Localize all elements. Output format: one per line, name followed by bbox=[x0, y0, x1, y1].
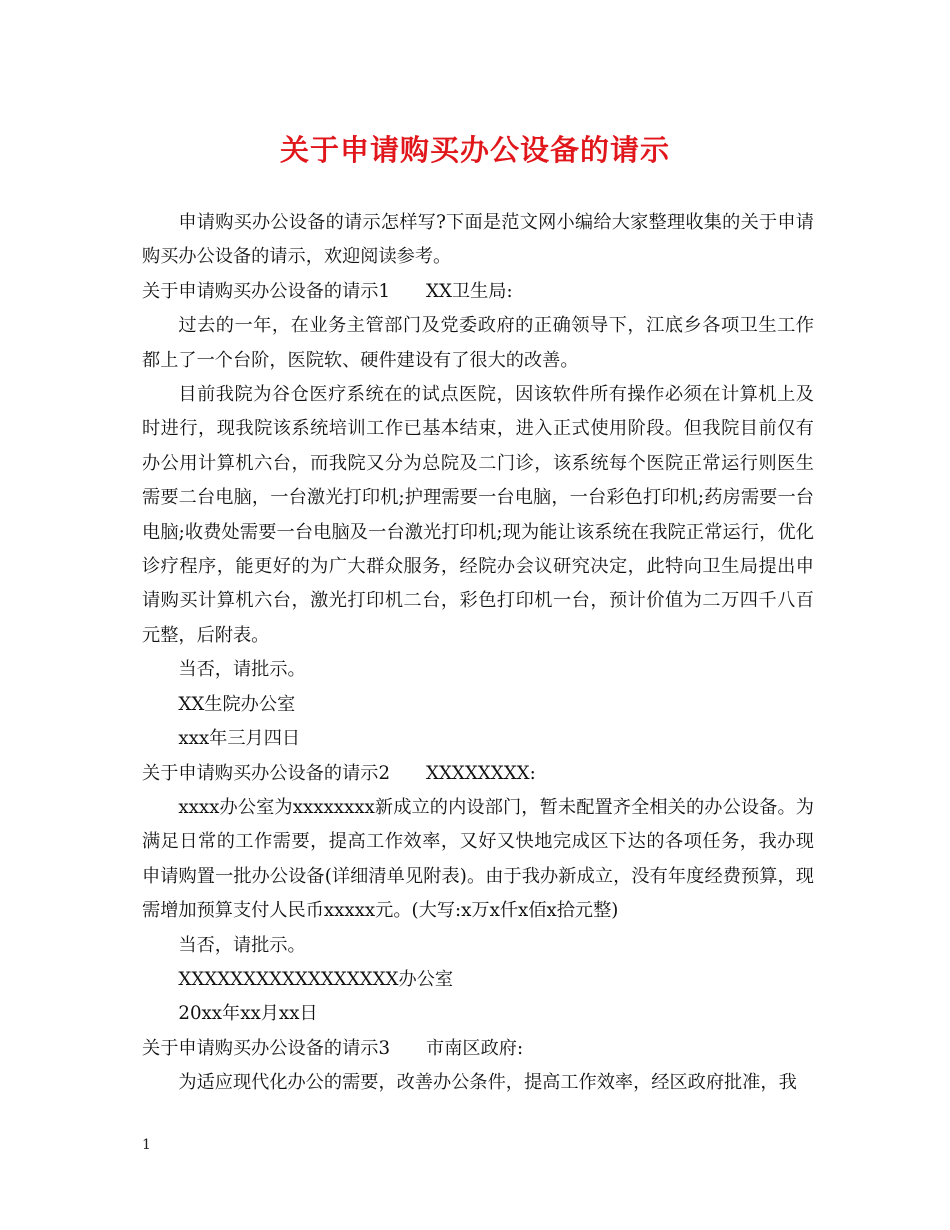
page-number: 1 bbox=[142, 1137, 151, 1153]
closing-line: 当否，请批示。 bbox=[178, 934, 306, 956]
paragraph: 为适应现代化办公的需要，改善办公条件，提高工作效率，经区政府批准，我 bbox=[178, 1072, 797, 1094]
section-heading-3 bbox=[142, 1032, 814, 1066]
section-label: 关于申请购买办公设备的请示1 bbox=[142, 280, 391, 302]
section-addressee: 市南区政府: bbox=[426, 1037, 524, 1059]
paragraph: 过去的一年，在业务主管部门及党委政府的正确领导下，江底乡各项卫生工作都上了一个台阶，医院软、硬件建设有了很大的改善。 bbox=[142, 315, 814, 371]
section-heading-1 bbox=[142, 275, 814, 309]
section-addressee: XX卫生局: bbox=[426, 280, 513, 302]
section-heading-2 bbox=[142, 757, 814, 791]
paragraph: 目前我院为谷仓医疗系统在的试点医院，因该软件所有操作必须在计算机上及时进行，现我院该系统培训工作已基本结束，进入正式使用阶段。但我院目前仅有办公用计算机六台，而我院又分为总院及二门诊，该系统每个医院正常运行则医生需要二台电脑，一台激光打印机;护理需要一台电脑，一台彩色打印机;药房需要一台电脑;收费处需要一台电脑及一台激光打印机;现为能让该系统在我院正常运行，优化诊疗程序，能更好的为广大群众服务，经院办会议研究决定，此特向卫生局提出申请购买计算机六台，激光打印机二台，彩色打印机一台，预计价值为二万四千八百元整，后附表。 bbox=[142, 384, 814, 646]
signature-date: xxx年三月四日 bbox=[178, 728, 301, 750]
section-addressee: XXXXXXXX: bbox=[426, 762, 536, 784]
paragraph: xxxx办公室为xxxxxxxx新成立的内设部门，暂未配置齐全相关的办公设备。为满足日常的工作需要，提高工作效率，又好又快地完成区下达的各项任务，我办现申请购置一批办公设备(详细清单见附表)。由于我办新成立，没有年度经费预算，现需增加预算支付人民币xxxxx元。(大写:x万x仟x佰x拾元整) bbox=[142, 796, 814, 922]
signature-date: 20xx年xx月xx日 bbox=[178, 1003, 318, 1025]
intro-paragraph: 申请购买办公设备的请示怎样写?下面是范文网小编给大家整理收集的关于申请购买办公设备的请示，欢迎阅读参考。 bbox=[142, 212, 814, 268]
signature-org: XXXXXXXXXXXXXXXXX办公室 bbox=[178, 968, 454, 990]
section-label: 关于申请购买办公设备的请示2 bbox=[142, 762, 391, 784]
signature-org: XX生院办公室 bbox=[178, 693, 296, 715]
closing-line: 当否，请批示。 bbox=[178, 659, 306, 681]
section-label: 关于申请购买办公设备的请示3 bbox=[142, 1037, 391, 1059]
document-body bbox=[142, 206, 814, 1101]
document-title: 关于申请购买办公设备的请示 bbox=[279, 133, 670, 167]
